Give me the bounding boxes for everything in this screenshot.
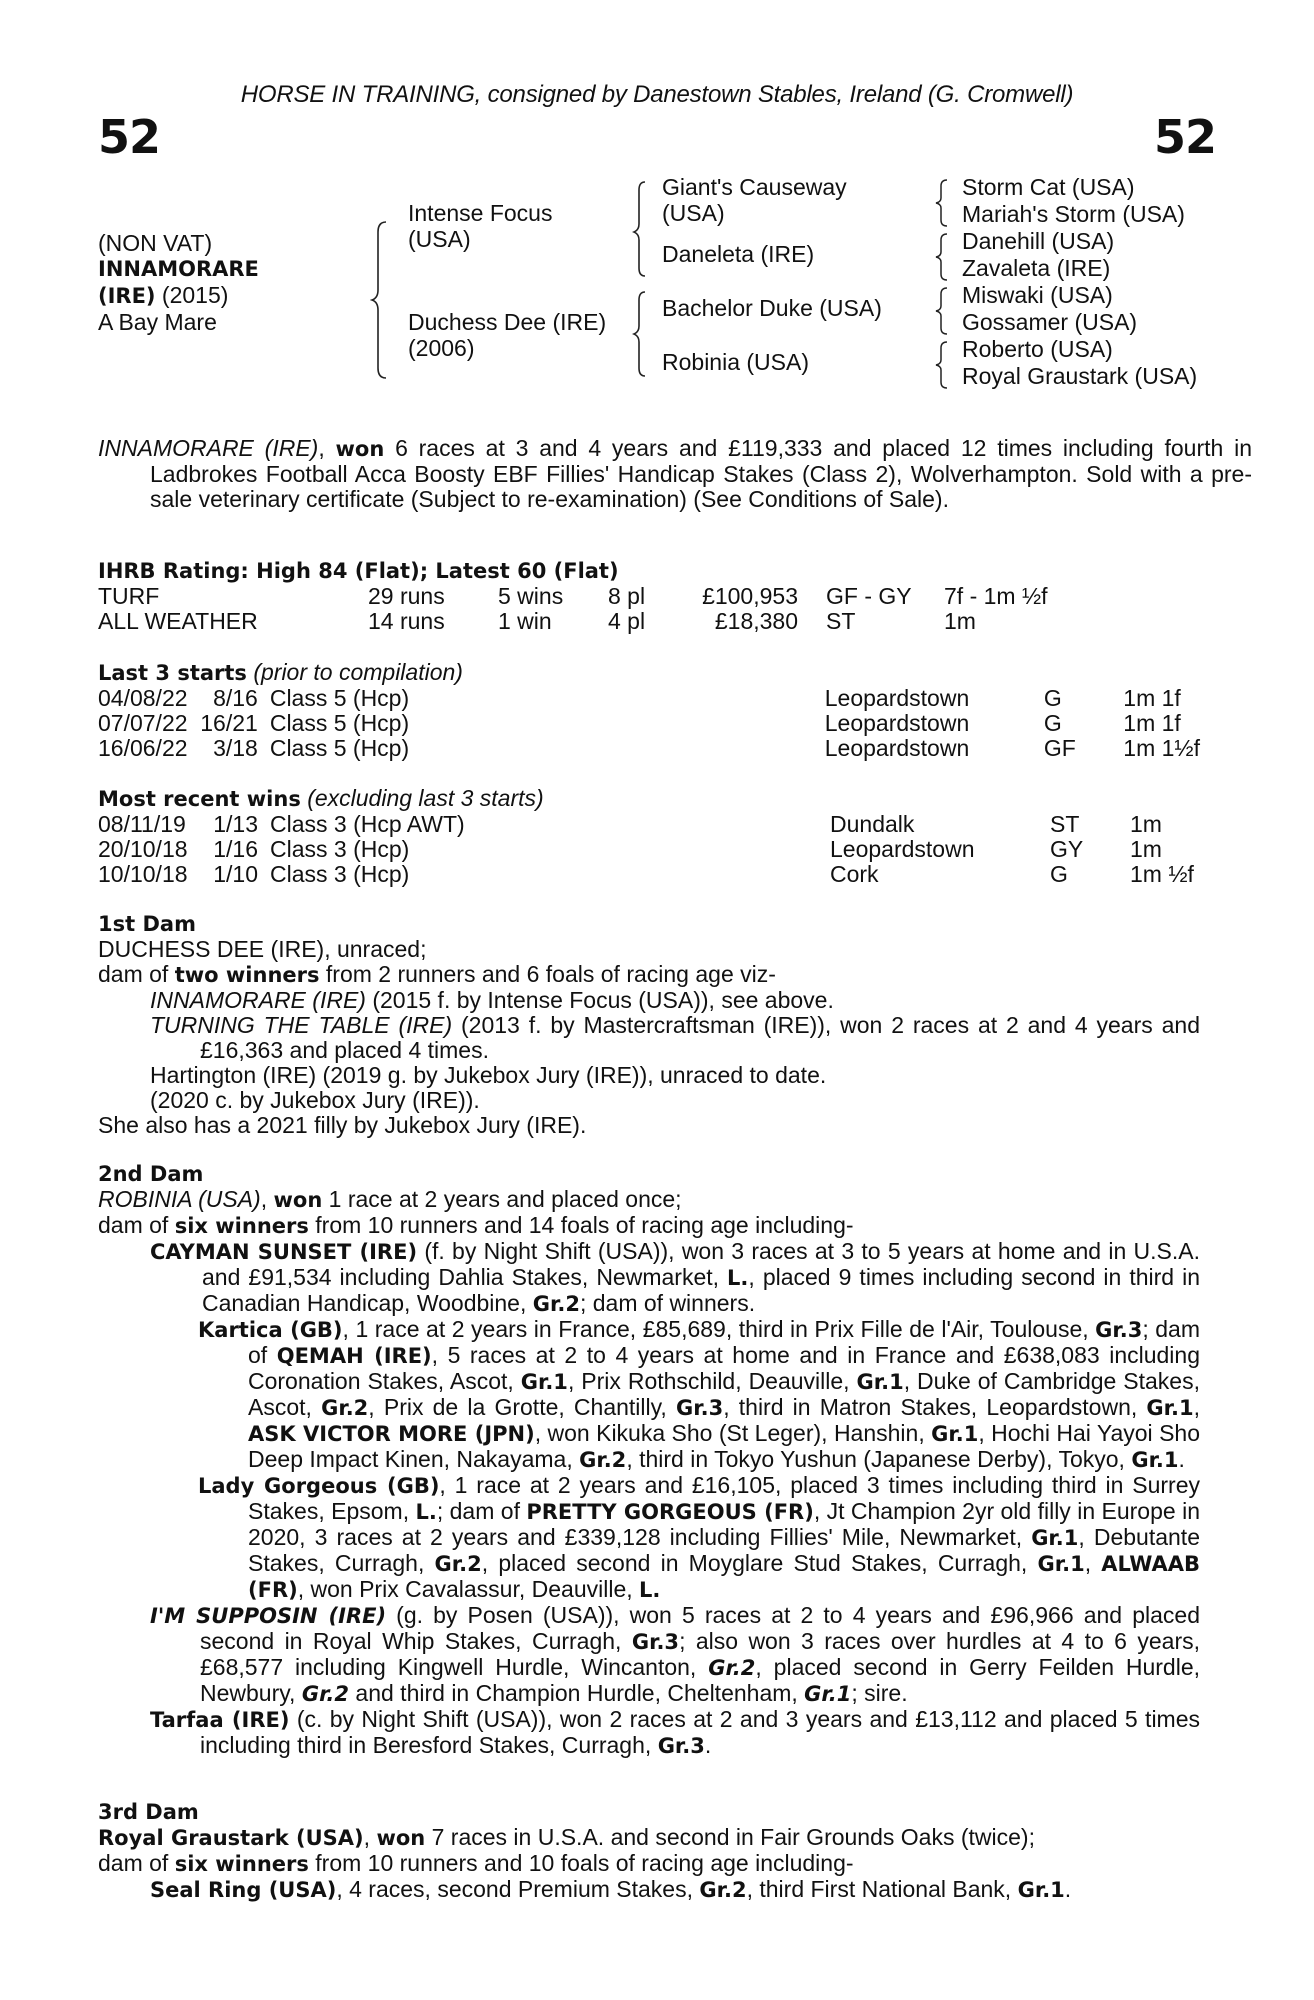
progeny-text: Hartington (IRE) (2019 g. by Jukebox Jury (IRE)), unraced to date. — [150, 1062, 827, 1088]
progeny-text: (2013 f. by Mastercraftsman (IRE)), won 2 races at 2 and 4 years and £16,363 and placed 4 times. — [200, 1012, 1200, 1063]
race-class: Class 3 (Hcp) — [270, 836, 410, 862]
text: , Prix Rothschild, Deauville, — [567, 1368, 857, 1394]
date: 16/06/22 — [98, 735, 188, 761]
table-row — [98, 584, 1048, 609]
gen3-ancestor: Miswaki (USA) — [962, 282, 1113, 308]
progeny-name: CAYMAN SUNSET (IRE) — [150, 1240, 418, 1264]
second-dam-title: 2nd Dam — [98, 1162, 204, 1186]
going: ST — [1050, 811, 1080, 837]
recent-wins-table — [98, 812, 1194, 887]
text: , third First National Bank, — [746, 1876, 1018, 1902]
runs: 29 runs — [368, 583, 445, 609]
rating-title: IHRB Rating: High 84 (Flat); Latest 60 (Flat) — [98, 559, 619, 583]
table-row — [98, 862, 1194, 887]
first-dam-section — [98, 912, 1200, 1138]
progeny-tarfaa — [150, 1707, 1200, 1759]
race-class: Class 5 (Hcp) — [269, 685, 410, 711]
gen3-ancestor: Zavaleta (IRE) — [962, 255, 1111, 281]
text: , placed second in Moyglare Stud Stakes, Curragh, — [481, 1550, 1038, 1576]
text: , won Prix Cavalassur, Deauville, — [297, 1576, 640, 1602]
pedigree-brace-main — [370, 220, 390, 380]
distance: 1m 1f — [1123, 710, 1181, 736]
rating-section — [98, 559, 1200, 634]
text: , Jt Champion 2yr old filly in Europe in 2020, 3 races at 2 years and £339,128 including Fillies' Mile, Newmarket, — [248, 1498, 1200, 1550]
horse-identity — [98, 230, 259, 335]
dam-name: Duchess Dee (IRE) — [408, 309, 607, 335]
first-dam-produce-summary — [98, 962, 1200, 988]
text: ; dam of winners. — [579, 1290, 756, 1316]
text: from 10 runners and 10 foals of racing age including- — [308, 1850, 854, 1876]
gen3-ancestor: Gossamer (USA) — [962, 309, 1138, 335]
last-starts-note: (prior to compilation) — [246, 659, 463, 685]
text: from 2 runners and 6 foals of racing age viz- — [319, 961, 776, 987]
lot-number-right: 52 — [1153, 110, 1216, 164]
summary-won: won — [335, 437, 385, 461]
pedigree-sire-sire — [662, 174, 847, 226]
grade: Gr.2 — [708, 1656, 756, 1680]
table-row — [98, 736, 1200, 761]
race-class: Class 5 (Hcp) — [269, 735, 410, 761]
first-dam-footer: She also has a 2021 filly by Jukebox Jury (IRE). — [98, 1112, 587, 1138]
third-dam-title: 3rd Dam — [98, 1800, 199, 1824]
grade: Gr.1 — [856, 1370, 904, 1394]
pedigree-dam-sire: Bachelor Duke (USA) — [662, 295, 882, 321]
progeny-item — [150, 988, 1200, 1013]
grade: Gr.1 — [804, 1682, 852, 1706]
progeny-name: PRETTY GORGEOUS (FR) — [526, 1500, 814, 1524]
pedigree-brace-g3-2 — [934, 232, 950, 282]
course: Leopardstown — [830, 836, 975, 862]
progeny-name: Kartica (GB) — [198, 1318, 343, 1342]
course: Leopardstown — [824, 685, 970, 711]
grade: Gr.2 — [301, 1682, 350, 1706]
second-dam-line: ROBINIA (USA), won 1 race at 2 years and placed once; — [98, 1186, 682, 1212]
table-row — [98, 609, 1048, 634]
horse-country: (IRE) — [98, 284, 156, 308]
text: . — [1064, 1876, 1072, 1902]
course: Cork — [830, 861, 879, 887]
pedigree-sire — [408, 200, 552, 252]
winners-count: six winners — [174, 1852, 309, 1876]
horse-description: A Bay Mare — [98, 309, 217, 335]
grade: L. — [415, 1500, 437, 1524]
dam-name: ROBINIA (USA) — [98, 1186, 261, 1212]
consignment-header: HORSE IN TRAINING, consigned by Danestown Stables, Ireland (G. Cromwell) — [240, 81, 1074, 108]
third-dam-line: Royal Graustark (USA), won 7 races in U.S.A. and second in Fair Grounds Oaks (twice); — [98, 1824, 1035, 1850]
text: (c. by Night Shift (USA)), won 2 races at 2 and 3 years and £13,112 and placed 5 times including third in Beresford Stakes, Curragh, — [200, 1706, 1201, 1758]
grade: Gr.1 — [931, 1422, 979, 1446]
text: ; also won 3 races over hurdles at 4 to 6 years, £68,577 including Kingwell Hurdle, Wincanton, — [200, 1628, 1201, 1680]
going: GY — [1050, 836, 1084, 862]
distance: 1m — [944, 608, 976, 634]
pedigree-brace-g3-4 — [934, 340, 950, 390]
position: 1/10 — [213, 861, 258, 887]
grade: Gr.2 — [434, 1552, 482, 1576]
horse-name: INNAMORARE — [98, 257, 259, 281]
sire-country: (USA) — [408, 226, 471, 252]
gen3-ancestor: Roberto (USA) — [962, 336, 1113, 362]
text: . — [1178, 1446, 1185, 1472]
position: 8/16 — [213, 685, 258, 711]
distance: 7f - 1m ½f — [944, 583, 1048, 609]
gen3-ancestor: Storm Cat (USA) — [962, 174, 1135, 200]
date: 04/08/22 — [98, 685, 188, 711]
first-dam-line: DUCHESS DEE (IRE), unraced; — [98, 936, 427, 962]
grade: Gr.2 — [699, 1878, 747, 1902]
grade: Gr.1 — [1037, 1552, 1085, 1576]
going: ST — [826, 608, 856, 634]
wins: 1 win — [498, 608, 552, 634]
progeny-text: (2015 f. by Intense Focus (USA)), see above. — [365, 987, 834, 1013]
progeny-im-supposin — [150, 1603, 1200, 1707]
progeny-name: QEMAH (IRE) — [276, 1344, 432, 1368]
pedigree-dam-dam: Robinia (USA) — [662, 349, 809, 375]
text: , won Kikuka Sho (St Leger), Hanshin, — [534, 1420, 932, 1446]
text: , placed 9 times including second in third in Canadian Handicap, Woodbine, — [202, 1264, 1200, 1316]
text: from 10 runners and 14 foals of racing age including- — [308, 1212, 854, 1238]
table-row — [98, 686, 1200, 711]
progeny-cayman-sunset — [150, 1239, 1200, 1317]
text: , 4 races, second Premium Stakes, — [336, 1876, 700, 1902]
grade: Gr.2 — [532, 1292, 580, 1316]
placed: 4 pl — [608, 608, 646, 634]
dam-year: (2006) — [408, 335, 475, 361]
text: 1 race at 2 years and placed once; — [322, 1186, 682, 1212]
grade: Gr.1 — [520, 1370, 568, 1394]
text: dam of — [98, 1212, 175, 1238]
progeny-name: Lady Gorgeous (GB) — [198, 1474, 440, 1498]
race-summary: INNAMORARE (IRE), won 6 races at 3 and 4 years and £119,333 and placed 12 times including fourth in Ladbrokes Football Acca Boosty EBF Fillies' Handicap Stakes (Class 2), Wolverhampton. Sold with a pre-sale veterinary certificate (Subject to re-examination) (See Conditions of Sale). — [98, 435, 1252, 512]
grade: Gr.1 — [1031, 1526, 1079, 1550]
progeny-name: Tarfaa (IRE) — [150, 1708, 290, 1732]
last-starts-section — [98, 660, 1200, 761]
gen3-ancestor: Mariah's Storm (USA) — [962, 201, 1185, 227]
progeny-item — [150, 1013, 1200, 1063]
text: (f. by Night Shift (USA)), won 3 races at 3 to 5 years at home and in U.S.A. and £91,534 including Dahlia Stakes, Newmarket, — [202, 1238, 1201, 1290]
won-label: won — [376, 1826, 426, 1850]
recent-wins-section — [98, 786, 1200, 887]
third-dam-produce-summary — [98, 1851, 1200, 1877]
text: , Duke of Cambridge Stakes, Ascot, — [248, 1368, 1200, 1420]
prize: £100,953 — [702, 583, 798, 609]
sire-sire-name: Giant's Causeway — [662, 174, 847, 200]
text: , Prix de la Grotte, Chantilly, — [368, 1394, 676, 1420]
progeny-name: Seal Ring (USA) — [150, 1878, 337, 1902]
text: ; dam of — [436, 1498, 527, 1524]
pedigree-brace-g3-3 — [934, 286, 950, 336]
date: 20/10/18 — [98, 836, 188, 862]
first-dam-title: 1st Dam — [98, 912, 196, 936]
progeny-item — [150, 1088, 1200, 1113]
distance: 1m — [1130, 836, 1162, 862]
distance: 1m — [1130, 811, 1162, 837]
winners-count: two winners — [174, 963, 320, 987]
surface: TURF — [98, 583, 160, 609]
winners-count: six winners — [174, 1214, 309, 1238]
going: G — [1043, 710, 1062, 736]
grade: Gr.2 — [579, 1448, 627, 1472]
text: ; sire. — [851, 1680, 908, 1706]
lot-number-left: 52 — [98, 110, 161, 164]
grade: Gr.2 — [321, 1396, 369, 1420]
table-row — [98, 812, 1194, 837]
pedigree-brace-g3-1 — [934, 178, 950, 228]
progeny-name: ALWAAB (FR) — [248, 1552, 1201, 1602]
pedigree-sire-dam: Daneleta (IRE) — [662, 241, 815, 267]
position: 16/21 — [200, 710, 258, 736]
course: Dundalk — [830, 811, 915, 837]
text: dam of — [98, 1850, 175, 1876]
won-label: won — [273, 1188, 323, 1212]
going: GF - GY — [826, 583, 912, 609]
progeny-kartica — [198, 1317, 1200, 1473]
grade: L. — [727, 1266, 749, 1290]
course: Leopardstown — [824, 710, 970, 736]
text: , Debutante Stakes, Curragh, — [248, 1524, 1200, 1576]
distance: 1m 1½f — [1123, 735, 1200, 761]
text: , 1 race at 2 years and £16,105, placed 3 times including third in Surrey Stakes, Epsom, — [248, 1472, 1200, 1524]
progeny-name: TURNING THE TABLE (IRE) — [150, 1012, 453, 1038]
date: 08/11/19 — [98, 811, 186, 837]
text: dam of — [98, 961, 175, 987]
sire-name: Intense Focus — [408, 200, 553, 226]
text: , 1 race at 2 years in France, £85,689, third in Prix Fille de l'Air, Toulouse, — [342, 1316, 1096, 1342]
distance: 1m ½f — [1130, 861, 1194, 887]
runs: 14 runs — [368, 608, 445, 634]
text: , — [1193, 1394, 1201, 1420]
text: ; dam of — [248, 1316, 1200, 1368]
grade: Gr.3 — [676, 1396, 724, 1420]
grade: Gr.1 — [1146, 1396, 1194, 1420]
progeny-text: (2020 c. by Jukebox Jury (IRE)). — [150, 1087, 480, 1113]
grade: L. — [639, 1578, 661, 1602]
table-row — [98, 711, 1200, 736]
summary-text: 6 races at 3 and 4 years and £119,333 and placed 12 times including fourth in Ladbrokes Football Acca Boosty EBF Fillies' Handicap Stakes (Class 2), Wolverhampton. Sold with a pre-sale veterinary certificate (Subject to re-examination) (See Conditions of Sale). — [150, 435, 1252, 512]
progeny-seal-ring — [150, 1877, 1200, 1903]
recent-wins-title: Most recent wins — [98, 787, 301, 811]
race-class: Class 3 (Hcp AWT) — [270, 811, 465, 837]
last-starts-table — [98, 686, 1200, 761]
recent-wins-note: (excluding last 3 starts) — [300, 785, 544, 811]
grade: Gr.3 — [631, 1630, 680, 1654]
grade: Gr.3 — [657, 1734, 705, 1758]
text: , Hochi Hai Yayoi Sho Deep Impact Kinen, Nakayama, — [248, 1420, 1200, 1472]
progeny-name: ASK VICTOR MORE (JPN) — [248, 1422, 535, 1446]
grade: Gr.1 — [1017, 1878, 1065, 1902]
progeny-name: INNAMORARE (IRE) — [150, 987, 366, 1013]
last-starts-title: Last 3 starts — [98, 661, 247, 685]
prize: £18,380 — [714, 608, 798, 634]
table-row — [98, 837, 1194, 862]
position: 1/13 — [213, 811, 258, 837]
position: 3/18 — [213, 735, 258, 761]
date: 07/07/22 — [98, 710, 188, 736]
race-class: Class 3 (Hcp) — [270, 861, 410, 887]
progeny-name: I'M SUPPOSIN (IRE) — [150, 1604, 387, 1628]
pedigree-gen3 — [962, 174, 1197, 390]
text: and third in Champion Hurdle, Cheltenham, — [349, 1680, 805, 1706]
course: Leopardstown — [824, 735, 970, 761]
progeny-lady-gorgeous — [198, 1473, 1200, 1603]
horse-year: (2015) — [161, 282, 229, 308]
text: , 5 races at 2 to 4 years at home and in France and £638,083 including Coronation Stakes, Ascot, — [248, 1342, 1200, 1394]
date: 10/10/18 — [98, 861, 188, 887]
gen3-ancestor: Danehill (USA) — [962, 228, 1115, 254]
text: 7 races in U.S.A. and second in Fair Grounds Oaks (twice); — [425, 1824, 1035, 1850]
going: G — [1050, 861, 1068, 887]
text: , placed second in Gerry Feilden Hurdle, Newbury, — [200, 1654, 1201, 1706]
text: , — [1084, 1550, 1102, 1576]
text: (g. by Posen (USA)), won 5 races at 2 to 4 years and £96,966 and placed second in Royal Whip Stakes, Curragh, — [200, 1602, 1200, 1654]
grade: Gr.3 — [1095, 1318, 1143, 1342]
text: , third in Matron Stakes, Leopardstown, — [723, 1394, 1147, 1420]
pedigree-dam — [408, 309, 606, 361]
second-dam-produce-summary — [98, 1213, 1200, 1239]
rating-table — [98, 584, 1048, 634]
pedigree-brace-dam — [632, 290, 648, 380]
pedigree-brace-sire — [632, 180, 648, 280]
going: G — [1043, 685, 1062, 711]
going: GF — [1043, 735, 1076, 761]
distance: 1m 1f — [1123, 685, 1181, 711]
third-dam-section — [98, 1800, 1200, 1903]
position: 1/16 — [213, 836, 258, 862]
placed: 8 pl — [608, 583, 646, 609]
grade: Gr.1 — [1131, 1448, 1179, 1472]
text: , third in Tokyo Yushun (Japanese Derby), Tokyo, — [626, 1446, 1132, 1472]
vat-status: (NON VAT) — [98, 230, 213, 256]
progeny-item — [150, 1063, 1200, 1088]
dam-name: Royal Graustark (USA) — [98, 1826, 364, 1850]
race-class: Class 5 (Hcp) — [269, 710, 410, 736]
surface: ALL WEATHER — [98, 608, 258, 634]
second-dam-section — [98, 1162, 1200, 1759]
gen3-ancestor: Royal Graustark (USA) — [962, 363, 1198, 389]
text: . — [704, 1732, 712, 1758]
summary-horse-name: INNAMORARE (IRE) — [98, 435, 319, 461]
wins: 5 wins — [498, 583, 564, 609]
sire-sire-country: (USA) — [662, 200, 725, 226]
